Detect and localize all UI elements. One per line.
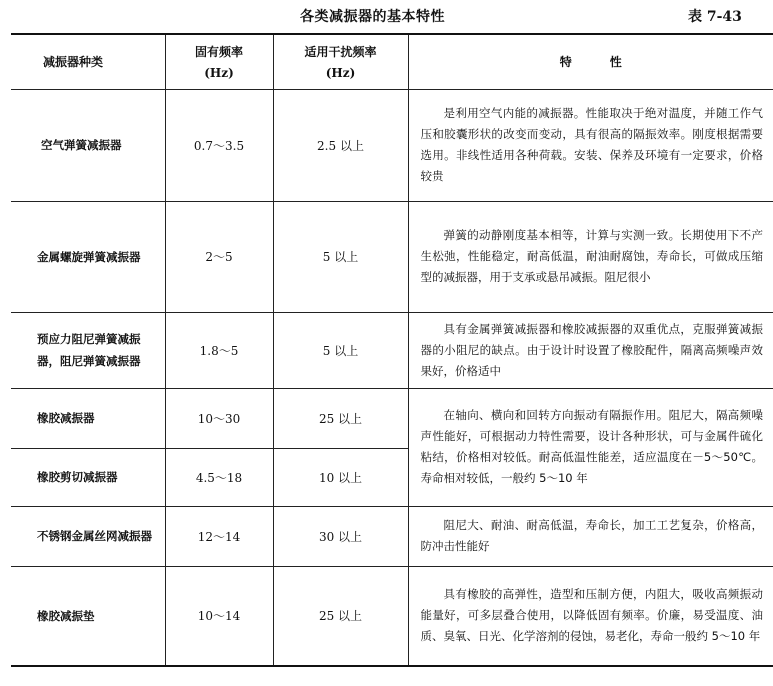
row-disturbance-frequency: 25 以上: [273, 566, 408, 666]
row-disturbance-frequency: 2.5 以上: [273, 89, 408, 201]
row-feature: [408, 201, 773, 312]
table-row: [11, 566, 773, 666]
table-caption: 各类减振器的基本特性: [300, 9, 445, 25]
header-feature: [408, 34, 773, 89]
header-type: 减振器种类: [11, 34, 165, 89]
row-feature-shared: [408, 388, 773, 506]
row-type: 橡胶减振器: [11, 388, 165, 448]
row-disturbance-frequency: 25 以上: [273, 388, 408, 448]
row-disturbance-frequency: 5 以上: [273, 312, 408, 388]
row-type: 预应力阻尼弹簧减振器，阻尼弹簧减振器: [11, 312, 165, 388]
row-type: 金属螺旋弹簧减振器: [11, 201, 165, 312]
row-natural-frequency: 4.5～18: [165, 448, 273, 506]
row-type: 橡胶剪切减振器: [11, 448, 165, 506]
table-row: [11, 506, 773, 566]
header-natural-frequency: [165, 34, 273, 89]
row-disturbance-frequency: 30 以上: [273, 506, 408, 566]
header-disturbance-frequency-unit: (Hz): [325, 66, 356, 81]
table-number: 表 7-43: [688, 9, 742, 25]
row-feature-text: 具有金属弹簧减振器和橡胶减振器的双重优点，克服弹簧减振器的小阻尼的缺点。由于设计时设置了橡胶配件，隔离高频噪声效果好，价格适中: [420, 321, 763, 378]
header-feature-label: 特性: [559, 55, 660, 70]
row-type: 不锈钢金属丝网减振器: [11, 506, 165, 566]
row-feature-text: 在轴向、横向和回转方向振动有隔振作用。阻尼大，隔高频噪声性能好，可根据动力特性需要，设计各种形状，可与金属件硫化粘结，价格相对较低。耐高低温性能差，适应温度在－5～50℃。寿命相对较低，一般约 5～10 年: [420, 408, 763, 485]
row-disturbance-frequency: 5 以上: [273, 201, 408, 312]
row-natural-frequency: 10～30: [165, 388, 273, 448]
header-disturbance-frequency: [273, 34, 408, 89]
row-natural-frequency: 12～14: [165, 506, 273, 566]
row-natural-frequency: 0.7～3.5: [165, 89, 273, 201]
row-type: 橡胶减振垫: [11, 566, 165, 666]
row-feature: [408, 566, 773, 666]
row-feature-text: 具有橡胶的高弹性，造型和压制方便，内阻大，吸收高频振动能量好，可多层叠合使用，以降低固有频率。价廉，易受温度、油质、臭氧、日光、化学溶剂的侵蚀，易老化，寿命一般约 5～10 年: [420, 587, 763, 644]
damper-characteristics-table: [11, 33, 773, 667]
header-row: [11, 34, 773, 89]
row-feature: [408, 506, 773, 566]
row-natural-frequency: 10～14: [165, 566, 273, 666]
row-type: 空气弹簧减振器: [11, 89, 165, 201]
row-feature-text: 阻尼大、耐油、耐高低温，寿命长，加工工艺复杂，价格高，防冲击性能好: [420, 518, 763, 553]
row-feature: [408, 312, 773, 388]
header-disturbance-frequency-label: 适用干扰频率: [304, 45, 377, 60]
row-feature-text: 是利用空气内能的减振器。性能取决于绝对温度，并随工作气压和胶囊形状的改变而变动，具有很高的隔振效率。刚度根据需要选用。非线性适用各种荷载。安装、保养及环境有一定要求，价格较贵: [420, 106, 763, 183]
table-row: [11, 201, 773, 312]
table-row: [11, 388, 773, 448]
row-feature-text: 弹簧的动静刚度基本相等，计算与实测一致。长期使用下不产生松弛，性能稳定，耐高低温，耐油耐腐蚀，寿命长，可做成压缩型的减振器，用于支承或悬吊减振。阻尼很小: [420, 228, 763, 284]
header-natural-frequency-unit: (Hz): [204, 66, 234, 81]
header-natural-frequency-label: 固有频率: [194, 45, 243, 60]
table-title-bar: [0, 4, 773, 26]
row-natural-frequency: 1.8～5: [165, 312, 273, 388]
table-row: [11, 89, 773, 201]
table-row: [11, 312, 773, 388]
row-natural-frequency: 2～5: [165, 201, 273, 312]
row-feature: [408, 89, 773, 201]
row-disturbance-frequency: 10 以上: [273, 448, 408, 506]
